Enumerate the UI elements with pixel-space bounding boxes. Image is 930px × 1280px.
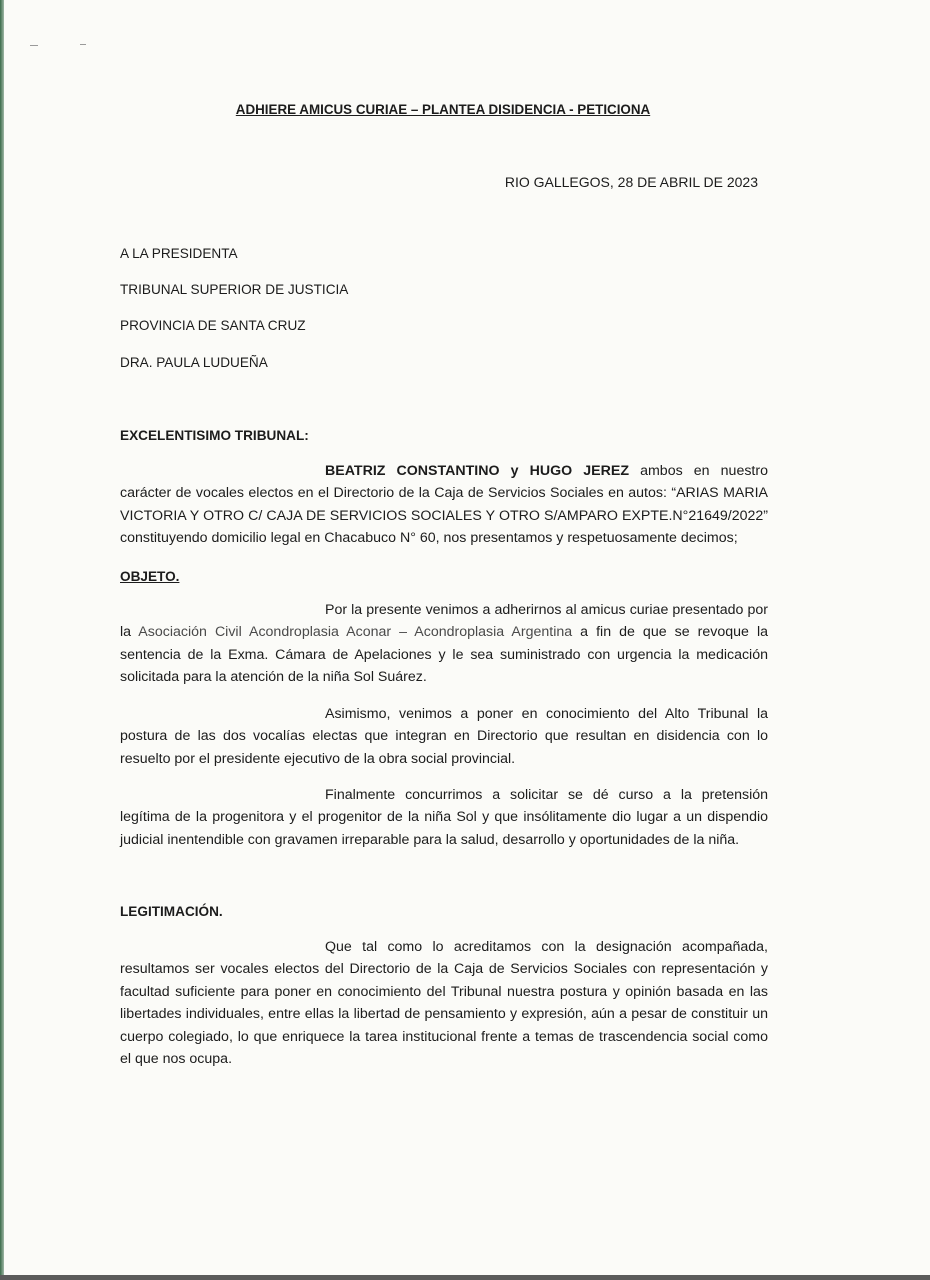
objeto-p2-text: Asimismo, venimos a poner en conocimiento del Alto Tribunal la postura de las dos vocalías electas que integran en Directorio que resultan en disidencia con lo resuelto por el presidente ejecutivo de la obra social provincial. [120, 706, 768, 767]
salutation: EXCELENTISIMO TRIBUNAL: [120, 428, 309, 443]
scan-speck [30, 45, 38, 46]
intro-paragraph [120, 460, 768, 550]
objeto-p3-text: Finalmente concurrimos a solicitar se dé curso a la pretensión legítima de la progenitora y el progenitor de la niña Sol y que insólitamente dio lugar a un dispendio judicial inentendible con gravamen irreparable para la salud, desarrollo y oportunidades de la niña. [120, 787, 768, 848]
objeto-paragraph-1 [120, 599, 768, 689]
objeto-paragraph-2 [120, 703, 768, 770]
petitioner-names: BEATRIZ CONSTANTINO y HUGO JEREZ [325, 463, 629, 479]
organization-name: Asociación Civil Acondroplasia Aconar – Acondroplasia Argentina [138, 624, 573, 641]
intro-text: ambos en nuestro carácter de vocales electos en el Directorio de la Caja de Servicios Sociales en autos: “ARIAS MARIA VICTORIA Y OTRO C/ CAJA DE SERVICIOS SOCIALES Y OTRO S/AMPARO EXPTE.N°21649/2022” constituyendo domicilio legal en Chacabuco N° 60, nos presentamos y respetuosamente decimos; [120, 463, 768, 547]
addressee-line-1: A LA PRESIDENTA [120, 246, 238, 261]
objeto-paragraph-3 [120, 784, 768, 851]
addressee-line-3: PROVINCIA DE SANTA CRUZ [120, 318, 306, 333]
addressee-line-2: TRIBUNAL SUPERIOR DE JUSTICIA [120, 282, 349, 297]
scan-edge-left [0, 0, 4, 1280]
legitimacion-heading: LEGITIMACIÓN. [120, 904, 223, 919]
scan-edge-bottom [0, 1275, 930, 1280]
addressee-line-4: DRA. PAULA LUDUEÑA [120, 355, 268, 370]
objeto-p1-end: a fin de que se revoque la sentencia de la Exma. Cámara de Apelaciones y le sea suministrado con urgencia la medicación solicitada para la atención de la niña Sol Suárez. [120, 624, 768, 686]
objeto-p1-start: Por la presente venimos a adherirnos al amicus curiae presentado por la [120, 602, 768, 641]
document-title: ADHIERE AMICUS CURIAE – PLANTEA DISIDENCIA - PETICIONA [235, 102, 651, 117]
legitimacion-paragraph [120, 936, 768, 1070]
place-date: RIO GALLEGOS, 28 DE ABRIL DE 2023 [504, 174, 758, 190]
scan-speck [80, 44, 86, 45]
legitimacion-p1-text: Que tal como lo acreditamos con la designación acompañada, resultamos ser vocales electos del Directorio de la Caja de Servicios Sociales con representación y facultad suficiente para poner en conocimiento del Tribunal nuestra postura y opinión basada en las libertades individuales, entre ellas la libertad de pensamiento y expresión, aún a pesar de constituir un cuerpo colegiado, lo que enriquece la tarea institucional frente a temas de trascendencia social como el que nos ocupa. [120, 939, 768, 1068]
objeto-heading: OBJETO. [120, 569, 180, 584]
